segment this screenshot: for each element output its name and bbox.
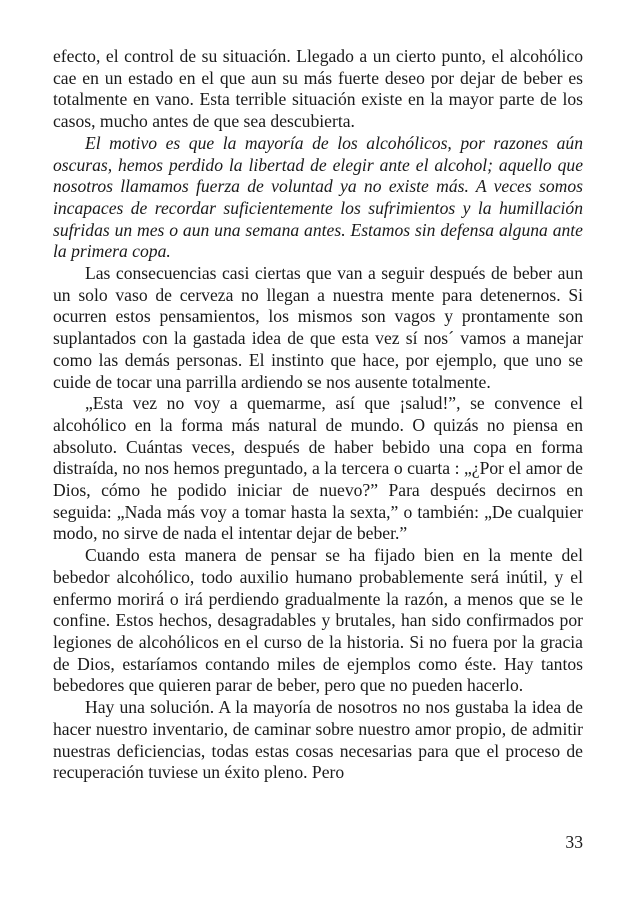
paragraph-consecuencias: Las consecuencias casi ciertas que van a seguir después de beber aun un solo vaso de cerveza no llegan a nuestra mente para detenernos. Si ocurren estos pensamientos, los mismos son vagos y prontamente son suplantados con la gastada idea de que esta vez sí nos´ vamos a manejar como las demás personas. El instinto que hace, por ejemplo, que uno se cuide de tocar una parrilla ardiendo se nos ausente totalmente.: [53, 263, 583, 392]
paragraph-esta-vez: „Esta vez no voy a quemarme, así que ¡salud!”, se convence el alcohólico en la forma más natural de mundo. O quizás no piensa en absoluto. Cuántas veces, después de haber bebido una copa en forma distraída, no nos hemos preguntado, a la tercera o cuarta : „¿Por el amor de Dios, cómo he podido iniciar de nuevo?” Para después decirnos en seguida: „Nada más voy a tomar hasta la sexta,” o también: „De cualquier modo, no sirve de nada el intentar dejar de beber.”: [53, 393, 583, 544]
paragraph-continuation: efecto, el control de su situación. Llegado a un cierto punto, el alcohólico cae en un estado en el que aun su más fuerte deseo por dejar de beber es totalmente en vano. Esta terrible situación existe en la mayor parte de los casos, mucho antes de que sea descubierta.: [53, 46, 583, 132]
page-body: [53, 46, 583, 784]
page-number: 33: [565, 832, 583, 852]
paragraph-italic-motivo: El motivo es que la mayoría de los alcohólicos, por razones aún oscuras, hemos perdido la libertad de elegir ante el alcohol; aquello que nosotros llamamos fuerza de voluntad ya no existe más. A veces somos incapaces de recordar suficientemente los sufrimientos y la humillación sufridas un mes o aun una semana antes. Estamos sin defensa alguna ante la primera copa.: [53, 132, 583, 262]
paragraph-hay-una-solucion: Hay una solución. A la mayoría de nosotros no nos gustaba la idea de hacer nuestro inventario, de caminar sobre nuestro amor propio, de admitir nuestras deficiencias, todas estas cosas necesarias para que el proceso de recuperación tuviese un éxito pleno. Pero: [53, 697, 583, 783]
paragraph-cuando-esta-manera: Cuando esta manera de pensar se ha fijado bien en la mente del bebedor alcohólico, todo auxilio humano probablemente será inútil, y el enfermo morirá o irá perdiendo gradualmente la razón, a menos que se le confine. Estos hechos, desagradables y brutales, han sido confirmados por legiones de alcohólicos en el curso de la historia. Si no fuera por la gracia de Dios, estaríamos contando miles de ejemplos como éste. Hay tantos bebedores que quieren parar de beber, pero que no pueden hacerlo.: [53, 545, 583, 696]
